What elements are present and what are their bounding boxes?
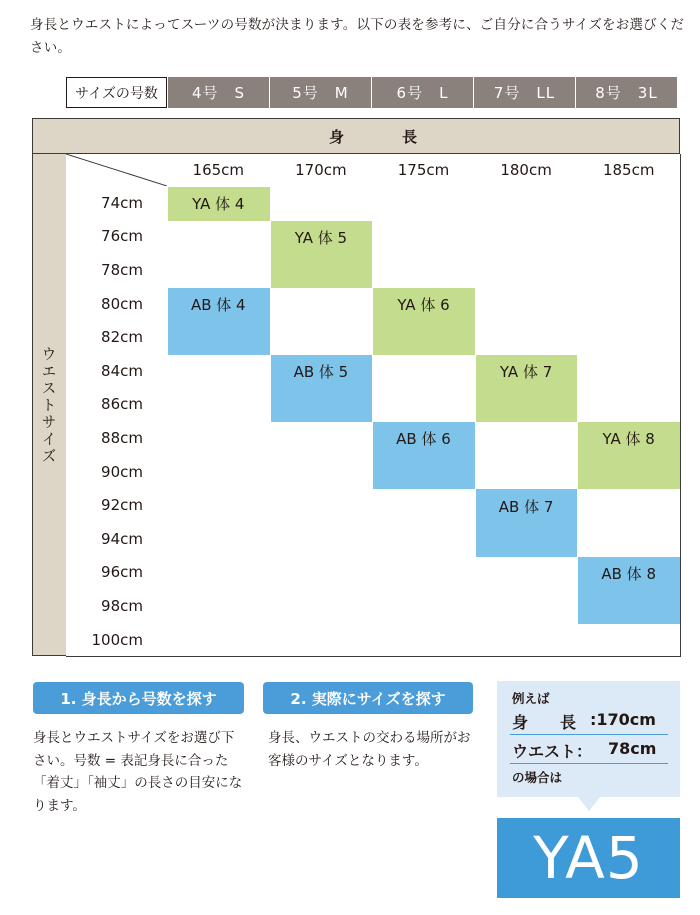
example-suffix: の場合は — [512, 770, 563, 785]
step-2-text: 身長、ウエストの交わる場所がお客様のサイズとなります。 — [268, 730, 471, 769]
size-band-label: YA 体 4 — [192, 195, 245, 214]
table-cell — [270, 589, 374, 624]
table-cell — [372, 522, 476, 557]
table-cell — [372, 186, 476, 221]
waist-label-cell: 88cm — [66, 421, 168, 456]
height-header-cell: 175cm — [372, 154, 476, 187]
table-cell — [475, 623, 579, 658]
table-cell — [167, 623, 271, 658]
table-cell — [372, 354, 476, 389]
table-cell — [372, 220, 476, 255]
table-cell — [577, 623, 681, 658]
waist-title: ウエストサイズ — [39, 345, 58, 465]
table-cell — [577, 354, 681, 389]
table-cell — [475, 287, 579, 322]
table-cell — [577, 220, 681, 255]
waist-label-cell: 90cm — [66, 455, 168, 490]
height-title: 身長 — [328, 127, 475, 146]
height-header-cell: 185cm — [577, 154, 681, 187]
waist-label-cell: 80cm — [66, 287, 168, 322]
size-header-row — [66, 77, 677, 108]
size-band-label: AB 体 5 — [293, 363, 349, 382]
table-cell — [475, 455, 579, 490]
table-cell — [475, 421, 579, 456]
size-chart-table — [32, 118, 680, 656]
size-header-label: サイズの号数 — [66, 77, 167, 108]
step-2-title: 2. 実際にサイズを探す — [263, 682, 473, 714]
table-cell — [372, 488, 476, 523]
table-cell — [577, 388, 681, 423]
size-band-label: AB 体 6 — [396, 430, 451, 449]
size-band-label: YA 体 6 — [397, 296, 450, 315]
size-7-ll: 7号 LL — [473, 77, 575, 108]
waist-label-cell: 92cm — [66, 488, 168, 523]
example-height-label: 身 長 — [512, 713, 577, 732]
diagonal-corner-cell — [66, 154, 168, 187]
table-cell — [167, 522, 271, 557]
table-cell — [167, 556, 271, 591]
size-band-label: AB 体 7 — [498, 497, 554, 516]
table-cell — [577, 253, 681, 288]
waist-label-cell: 100cm — [66, 623, 168, 658]
waist-label-cell: 86cm — [66, 388, 168, 423]
diagonal-line-icon — [66, 154, 167, 186]
example-result: YA5 — [497, 818, 680, 898]
table-cell — [167, 589, 271, 624]
table-cell — [475, 186, 579, 221]
table-cell — [372, 556, 476, 591]
waist-label-cell: 96cm — [66, 556, 168, 591]
example-waist-value: 78cm — [608, 739, 657, 758]
table-cell — [475, 253, 579, 288]
size-4-s: 4号 S — [167, 77, 269, 108]
table-cell — [577, 488, 681, 523]
table-cell — [167, 220, 271, 255]
table-cell — [270, 488, 374, 523]
size-band-label: YA 体 5 — [294, 228, 348, 247]
table-cell — [167, 354, 271, 389]
size-band-label: AB 体 8 — [601, 564, 656, 583]
example-pointer-icon — [578, 797, 600, 811]
table-cell — [475, 556, 579, 591]
size-band-label: AB 体 4 — [190, 296, 246, 315]
height-header-cell: 180cm — [475, 154, 579, 187]
height-header-cell: 165cm — [167, 154, 271, 187]
table-cell — [270, 455, 374, 490]
size-band-label: YA 体 7 — [499, 363, 553, 382]
table-cell — [167, 455, 271, 490]
waist-label-cell: 84cm — [66, 354, 168, 389]
table-cell — [270, 186, 374, 221]
example-intro: 例えば — [512, 691, 550, 706]
table-cell — [372, 253, 476, 288]
waist-label-cell: 76cm — [66, 220, 168, 255]
size-band-label: YA 体 8 — [602, 430, 655, 449]
example-height-value: :170cm — [590, 710, 656, 729]
waist-label-cell: 74cm — [66, 186, 168, 221]
table-cell — [475, 589, 579, 624]
table-cell — [372, 589, 476, 624]
table-cell — [270, 556, 374, 591]
table-cell — [577, 287, 681, 322]
table-cell — [270, 320, 374, 355]
table-cell — [270, 522, 374, 557]
table-cell — [577, 320, 681, 355]
example-waist-label: ウエスト： — [512, 742, 593, 761]
waist-label-cell: 78cm — [66, 253, 168, 288]
intro-text: 身長とウエストによってスーツの号数が決まります。以下の表を参考に、ご自分に合うサイズをお選びください。 — [30, 17, 685, 56]
example-rule-1 — [510, 734, 668, 735]
size-5-m: 5号 M — [269, 77, 371, 108]
table-cell — [372, 623, 476, 658]
waist-label-cell: 82cm — [66, 320, 168, 355]
table-cell — [270, 623, 374, 658]
table-cell — [577, 186, 681, 221]
step-1-text: 身長とウエストサイズをお選び下さい。号数 = 表記身長に合った「着丈」「袖丈」の長さの目安になります。 — [33, 730, 243, 814]
table-cell — [577, 522, 681, 557]
table-cell — [270, 287, 374, 322]
size-8-3l: 8号 3L — [575, 77, 677, 108]
waist-label-cell: 94cm — [66, 522, 168, 557]
table-cell — [167, 488, 271, 523]
table-cell — [270, 421, 374, 456]
table-cell — [167, 388, 271, 423]
table-cell — [475, 320, 579, 355]
waist-label-cell: 98cm — [66, 589, 168, 624]
corner-cell — [32, 118, 67, 154]
step-1-title: 1. 身長から号数を探す — [33, 682, 244, 714]
example-rule-2 — [510, 763, 668, 764]
table-cell — [167, 253, 271, 288]
table-cell — [167, 421, 271, 456]
table-cell — [475, 220, 579, 255]
height-header-cell: 170cm — [270, 154, 374, 187]
table-cell — [372, 388, 476, 423]
size-6-l: 6号 L — [371, 77, 473, 108]
